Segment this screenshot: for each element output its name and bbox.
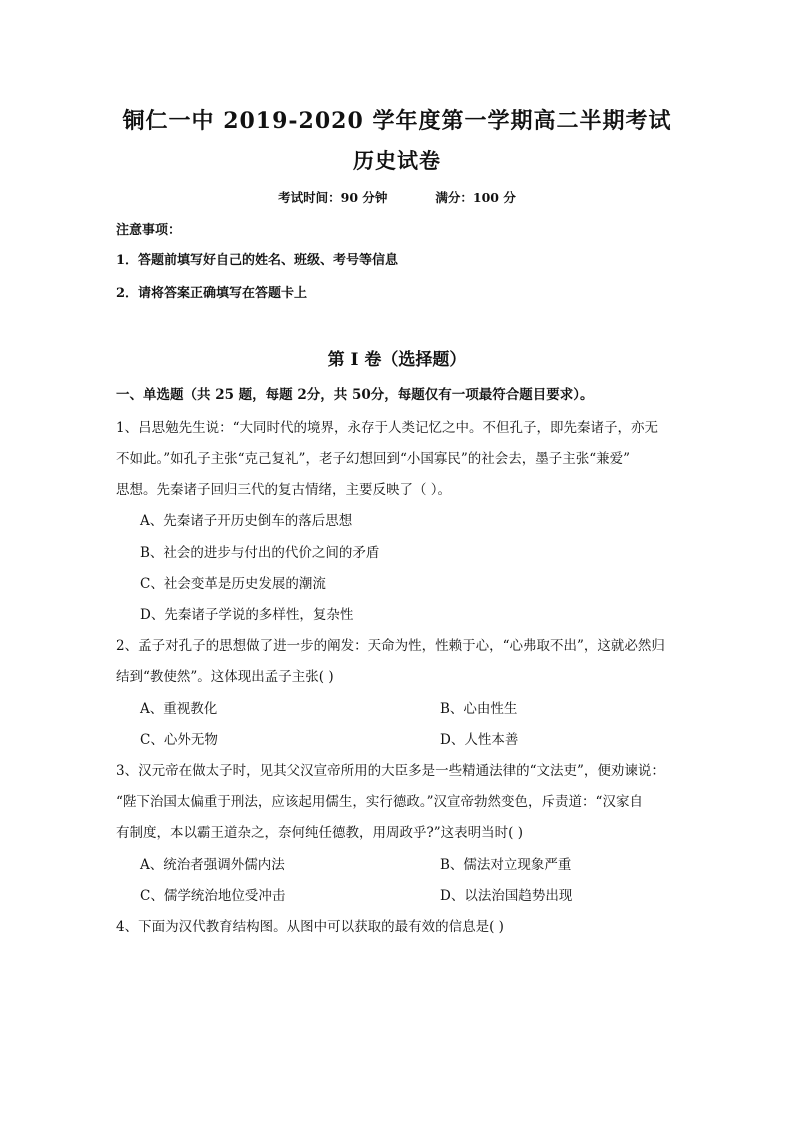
question-1-option-c: C、社会变革是历史发展的潮流 — [140, 576, 326, 592]
question-2-option-b: B、心由性生 — [440, 701, 518, 717]
exam-info — [0, 188, 794, 206]
exam-time: 考试时间：90 分钟 — [278, 190, 388, 205]
question-3-line: “陛下治国太偏重于刑法，应该起用儒生，实行德政。”汉宣帝勃然变色，斥责道：“汉家自 — [116, 794, 643, 810]
question-1-line: 1、吕思勉先生说：“大同时代的境界，永存于人类记忆之中。不但孔子，即先秦诸子，亦无 — [116, 420, 658, 436]
question-3-line: 3、汉元帝在做太子时，见其父汉宣帝所用的大臣多是一些精通法律的“文法吏”，便劝谏说： — [116, 763, 665, 779]
section-title: 第 I 卷（选择题） — [327, 350, 467, 370]
question-1-option-d: D、先秦诸子学说的多样性，复杂性 — [140, 607, 354, 623]
notes-heading: 注意事项： — [116, 223, 182, 238]
note-item: 1．答题前填写好自己的姓名、班级、考号等信息 — [116, 253, 399, 268]
question-1-option-b: B、社会的进步与付出的代价之间的矛盾 — [140, 545, 380, 561]
full-score: 满分：100 分 — [435, 190, 516, 205]
question-4-line: 4、下面为汉代教育结构图。从图中可以获取的最有效的信息是( ) — [116, 919, 504, 935]
question-1-line: 不如此。”如孔子主张“克己复礼”，老子幻想回到“小国寡民”的社会去，墨子主张“兼爱” — [116, 451, 631, 467]
question-3-line: 有制度，本以霸王道杂之，奈何纯任德教，用周政乎?”这表明当时( ) — [116, 825, 523, 841]
question-2-line: 2、孟子对孔子的思想做了进一步的阐发：天命为性，性赖于心，“心弗取不出”，这就必然归 — [116, 638, 665, 654]
question-3-option-a: A、统治者强调外儒内法 — [140, 857, 285, 873]
question-3-option-c: C、儒学统治地位受冲击 — [140, 888, 286, 904]
question-2-option-d: D、人性本善 — [440, 732, 519, 748]
question-1-option-a: A、先秦诸子开历史倒车的落后思想 — [140, 513, 353, 529]
question-2-option-a: A、重视教化 — [140, 701, 218, 717]
question-3-option-d: D、以法治国趋势出现 — [440, 888, 573, 904]
question-1-line: 思想。先秦诸子回归三代的复古情绪，主要反映了（ ）。 — [116, 482, 452, 498]
question-3-option-b: B、儒法对立现象严重 — [440, 857, 572, 873]
question-2-line: 结到“教使然”。这体现出孟子主张( ) — [116, 669, 334, 685]
question-2-option-c: C、心外无物 — [140, 732, 218, 748]
exam-subtitle: 历史试卷 — [353, 148, 441, 173]
exam-title: 铜仁一中 2019-2020 学年度第一学期高二半期考试 — [122, 108, 672, 134]
note-item: 2．请将答案正确填写在答题卡上 — [116, 286, 308, 301]
section-instruction: 一、单选题（共 25 题，每题 2分，共 50分，每题仅有一项最符合题目要求）。 — [116, 387, 594, 403]
